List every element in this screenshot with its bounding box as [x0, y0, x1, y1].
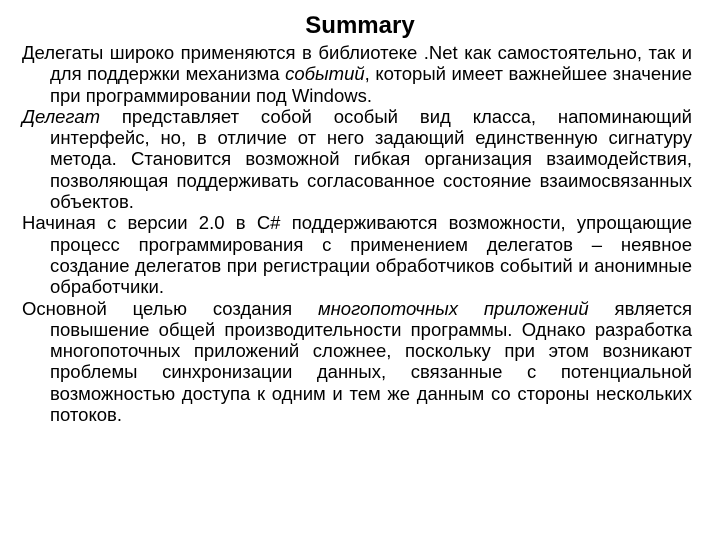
text-run-italic: многопоточных приложений: [317, 297, 589, 319]
paragraph-delegates-usage: [22, 42, 692, 106]
paragraph-csharp-2: [22, 212, 692, 297]
text-run: Основной целью создания: [22, 297, 318, 319]
paragraph-multithreading: [22, 298, 692, 426]
paragraph-delegate-definition: [22, 106, 692, 212]
slide-body: [22, 42, 692, 425]
text-run-italic: событий: [285, 63, 365, 85]
text-run: Начиная с версии 2.0 в С# поддерживаются возможности, упрощающие процесс программирования с применением делегатов – неявное создание делегатов при регистрации обработчиков событий и анонимные обработчики.: [22, 212, 692, 298]
text-run: является повышение общей производительности программы. Однако разработка многопоточных приложений сложнее, поскольку при этом возникают проблемы синхронизации данных, связанные с потенциальной возможностью доступа к одним и тем же данным со стороны нескольких потоков.: [50, 297, 692, 426]
text-run: представляет собой особый вид класса, напоминающий интерфейс, но, в отличие от него задающий единственную сигнатуру метода. Становится возможной гибкая организация взаимодействия, позволяющая поддерживать согласованное состояние взаимосвязанных объектов.: [50, 105, 692, 213]
text-run: Делегаты широко применяются в библиотеке .Net как самостоятельно, так и для поддержки механизма: [22, 42, 692, 85]
text-run-italic: Делегат: [22, 105, 101, 127]
slide-title: Summary: [305, 12, 415, 39]
text-run: , который имеет важнейшее значение при программировании под Windows.: [50, 63, 692, 106]
